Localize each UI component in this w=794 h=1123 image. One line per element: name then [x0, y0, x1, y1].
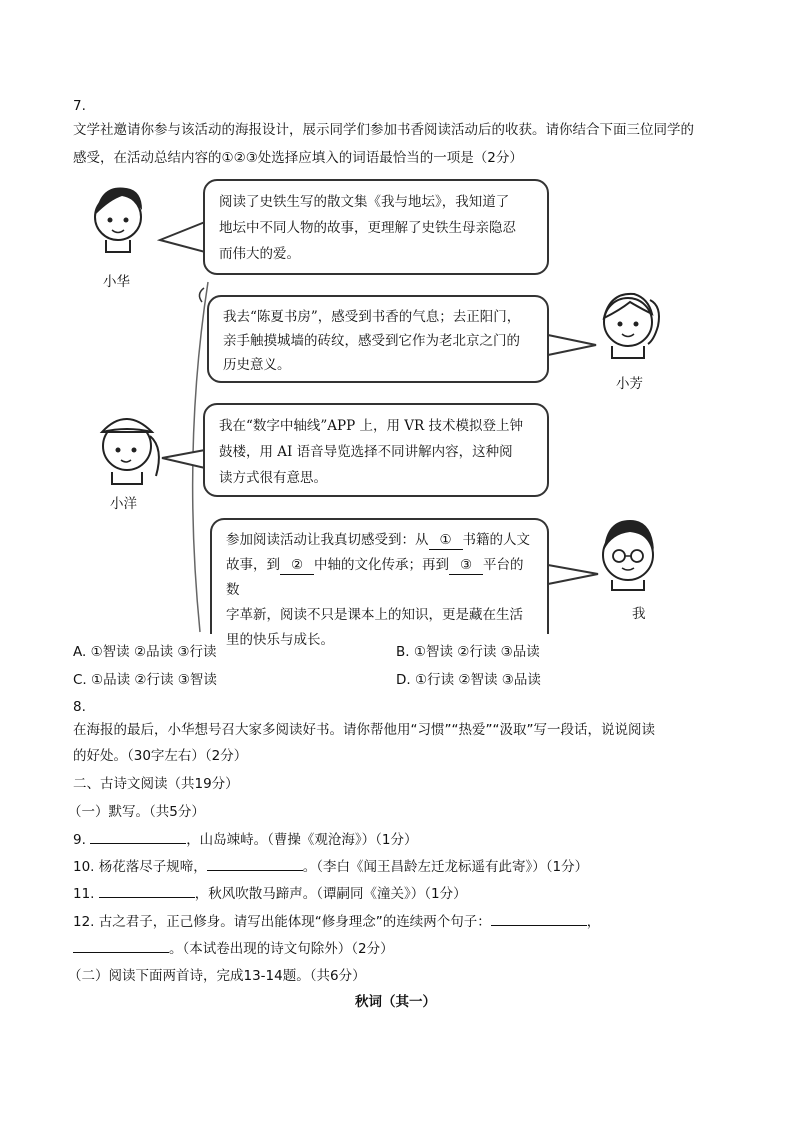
xiaohua-speech-bubble	[203, 179, 549, 275]
bubble-line: 鼓楼，用 AI 语音导览选择不同讲解内容，这种阅	[219, 444, 513, 460]
subsection-2-title: （二）阅读下面两首诗，完成13-14题。（共6分）	[68, 968, 366, 984]
xiaohua-avatar	[95, 188, 142, 252]
question-7-number: 7.	[73, 98, 86, 114]
bubble-line: 读方式很有意思。	[219, 470, 327, 486]
me-speech-bubble	[210, 518, 549, 648]
option-c[interactable]: C. ①品读 ②行读 ③智读	[73, 672, 217, 688]
bubble-tail-xiaofang	[548, 335, 596, 355]
blank-3: ③	[449, 556, 483, 575]
q9-answer-blank[interactable]	[90, 829, 186, 844]
question-9: 9. ，山岛竦峙。（曹操《观沧海》）（1分）	[73, 829, 418, 850]
poem-title: 秋词（其一）	[355, 994, 436, 1010]
xiaohua-name: 小华	[103, 274, 130, 290]
xiaofang-speech-bubble	[207, 295, 549, 383]
bubble-line: 历史意义。	[223, 357, 291, 373]
section-2-title: 二、古诗文阅读（共19分）	[73, 776, 239, 792]
bubble-tail-xiaoyang	[162, 450, 205, 468]
q10-answer-blank[interactable]	[207, 856, 303, 871]
question-10: 10. 杨花落尽子规啼， 。（李白《闻王昌龄左迁龙标遥有此寄》）（1分）	[73, 856, 588, 877]
question-12-line1: 12. 古之君子，正己修身。请写出能体现“修身理念”的连续两个句子： ，	[73, 911, 600, 932]
bubble-tail-xiaohua	[160, 222, 205, 252]
bubble-line: 亲手触摸城墙的砖纹，感受到它作为老北京之门的	[223, 333, 520, 349]
option-b[interactable]: B. ①智读 ②行读 ③品读	[396, 644, 540, 660]
option-a[interactable]: A. ①智读 ②品读 ③行读	[73, 644, 217, 660]
question-11: 11. ，秋风吹散马蹄声。（谭嗣同《潼关》）（1分）	[73, 883, 467, 904]
xiaoyang-avatar	[102, 419, 159, 484]
q11-answer-blank[interactable]	[99, 883, 195, 898]
bubble-line: 参加阅读活动让我真切感受到：从 ① 书籍的人文	[226, 532, 530, 548]
xiaoyang-speech-bubble	[203, 403, 549, 497]
question-7-stem-line2: 感受，在活动总结内容的①②③处选择应填入的词语最恰当的一项是（2分）	[73, 150, 523, 166]
question-7-stem-line1: 文学社邀请你参与该活动的海报设计，展示同学们参加书香阅读活动后的收获。请你结合下面三位同学的	[73, 122, 694, 138]
connector-hook	[199, 288, 204, 302]
question-8-line1: 在海报的最后，小华想号召大家多阅读好书。请你帮他用“习惯”“热爱”“汲取”写一段话，说说阅读	[73, 722, 655, 738]
bubble-line: 地坛中不同人物的故事，更理解了史铁生母亲隐忍	[219, 220, 516, 236]
xiaofang-avatar	[604, 294, 659, 358]
bubble-line: 我在“数字中轴线”APP 上，用 VR 技术模拟登上钟	[219, 418, 524, 434]
q12-answer-blank-2[interactable]	[73, 938, 169, 953]
q12-answer-blank-1[interactable]	[491, 911, 587, 926]
question-8-line2: 的好处。（30字左右）（2分）	[73, 748, 248, 764]
bubble-line: 我去“陈夏书房”，感受到书香的气息；去正阳门，	[223, 309, 521, 325]
bubble-line: 而伟大的爱。	[219, 246, 300, 262]
bubble-line: 故事，到 ② 中轴的文化传承；再到 ③ 平台的数	[226, 557, 524, 598]
bubble-line: 阅读了史铁生写的散文集《我与地坛》，我知道了	[219, 194, 510, 210]
blank-1: ①	[429, 531, 463, 550]
bubble-line: 里的快乐与成长。	[226, 632, 334, 648]
me-name: 我	[632, 606, 646, 622]
question-8-number: 8.	[73, 699, 86, 715]
xiaofang-name: 小芳	[616, 376, 643, 392]
me-avatar	[603, 520, 654, 590]
bubble-tail-me	[548, 565, 598, 584]
subsection-1-title: （一）默写。（共5分）	[68, 804, 205, 820]
blank-2: ②	[280, 556, 314, 575]
option-d[interactable]: D. ①行读 ②智读 ③品读	[396, 672, 541, 688]
bubble-line: 字革新，阅读不只是课本上的知识，更是藏在生活	[226, 607, 523, 623]
xiaoyang-name: 小洋	[110, 496, 137, 512]
question-12-line2: 。（本试卷出现的诗文句除外）（2分）	[73, 938, 394, 959]
